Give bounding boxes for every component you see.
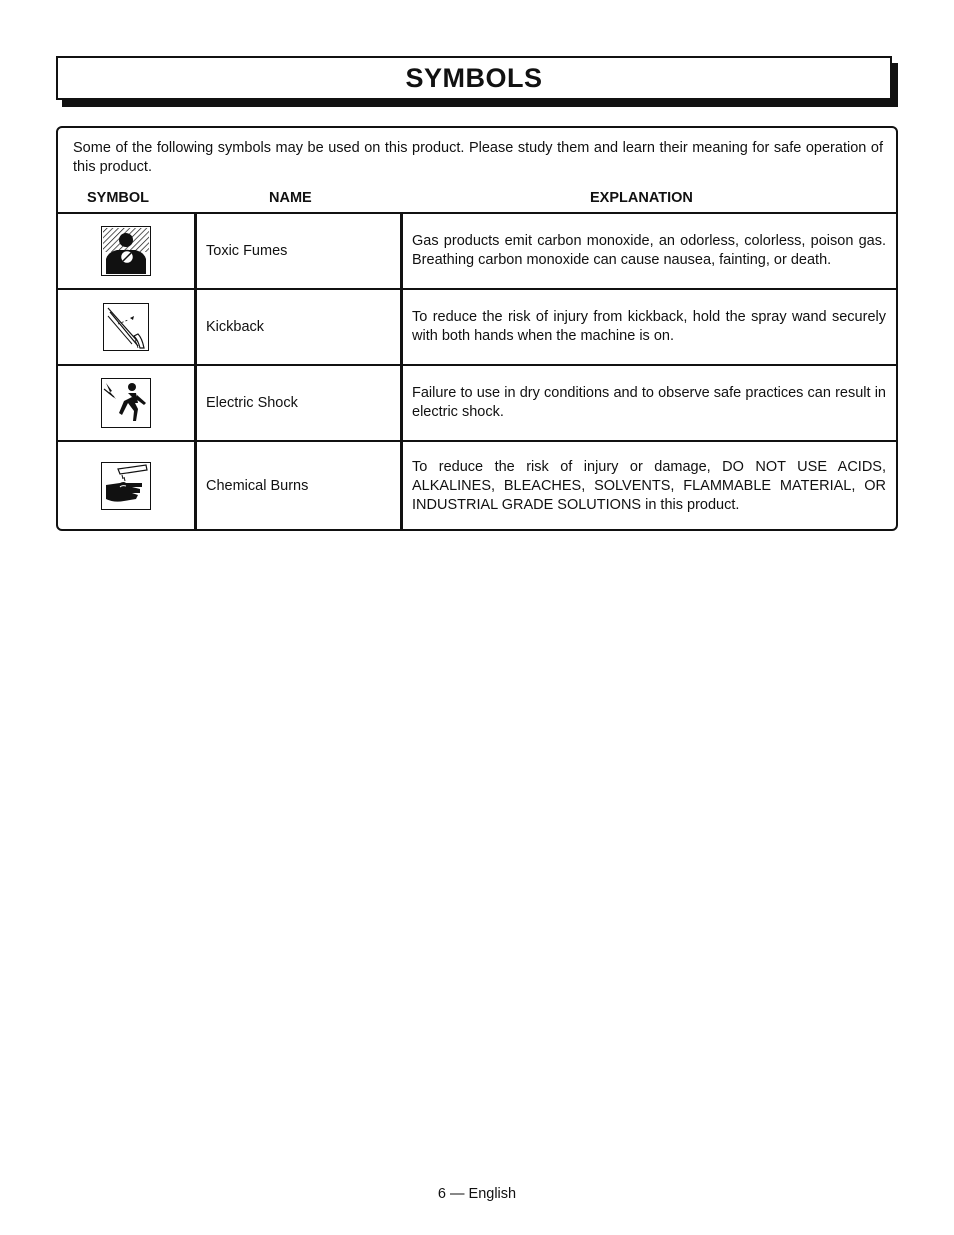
- symbol-explanation: [412, 214, 886, 288]
- symbol-cell: [58, 214, 194, 288]
- symbol-name: Chemical Burns: [206, 478, 309, 494]
- toxic-fumes-icon: [101, 226, 151, 276]
- column-header-symbol: SYMBOL: [87, 190, 150, 206]
- explanation-text: To reduce the risk of injury from kickback, hold the spray wand securely with both hands when the machine is on.: [412, 309, 886, 344]
- electric-shock-icon: [101, 378, 151, 428]
- table-row: [58, 290, 896, 364]
- section-header: [56, 56, 892, 100]
- symbol-name: Electric Shock: [206, 395, 298, 411]
- kickback-icon: [103, 303, 149, 351]
- page-title: SYMBOLS: [405, 62, 543, 93]
- explanation-text: To reduce the risk of injury or damage, DO NOT USE ACIDS, ALKALINES, BLEACHES, SOLVENTS, FLAMMABLE MATERIAL, OR INDUSTRIAL GRADE SOLUTIONS in this product.: [412, 458, 886, 513]
- symbol-explanation: [412, 366, 886, 440]
- column-header-name: NAME: [269, 190, 312, 206]
- chemical-burns-icon: [101, 462, 151, 510]
- table-row: [58, 214, 896, 288]
- symbols-table: [56, 126, 898, 531]
- symbol-cell: [58, 290, 194, 364]
- column-header-explanation: EXPLANATION: [590, 190, 693, 206]
- explanation-text: Failure to use in dry conditions and to observe safe practices can result in electric shock.: [412, 385, 886, 420]
- symbol-name: Kickback: [206, 319, 265, 335]
- symbol-cell: [58, 366, 194, 440]
- explanation-text: Gas products emit carbon monoxide, an odorless, colorless, poison gas. Breathing carbon monoxide can cause nausea, fainting, or death.: [412, 233, 886, 268]
- symbol-explanation: [412, 290, 886, 364]
- intro-text: Some of the following symbols may be used on this product. Please study them and learn their meaning for safe operation of this product.: [73, 140, 883, 175]
- table-row: [58, 442, 896, 530]
- table-row: [58, 366, 896, 440]
- symbol-explanation: [412, 442, 886, 530]
- symbol-name: Toxic Fumes: [206, 243, 288, 259]
- symbol-cell: [58, 442, 194, 530]
- page-footer: 6 — English: [437, 1186, 517, 1202]
